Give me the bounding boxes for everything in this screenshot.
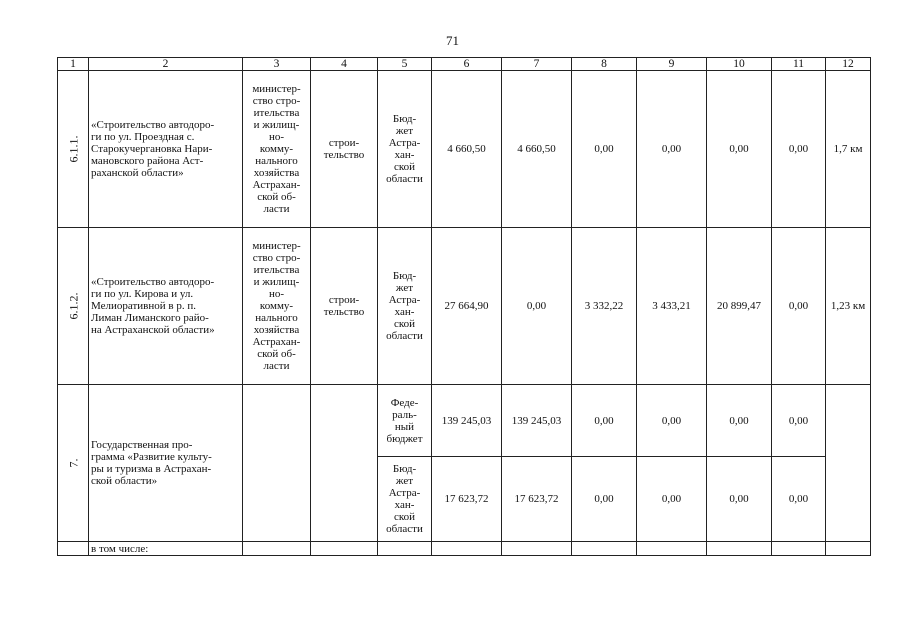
agency-line: но- bbox=[268, 288, 285, 300]
row-name-line: грамма «Развитие культу- bbox=[91, 451, 212, 463]
agency-line: комму- bbox=[259, 300, 294, 312]
empty-cell bbox=[572, 542, 637, 556]
empty-cell bbox=[637, 542, 707, 556]
value-cell: 0,00 bbox=[637, 71, 707, 228]
length-cell: 1,7 км bbox=[826, 71, 871, 228]
header-cell: 10 bbox=[707, 58, 772, 71]
row-code: 6.1.1. bbox=[66, 135, 80, 162]
agency-line: министер- bbox=[252, 83, 301, 95]
funding-source-line: хан- bbox=[394, 499, 415, 511]
work-type-cell bbox=[311, 71, 378, 228]
empty-cell bbox=[58, 542, 89, 556]
agency-line: комму- bbox=[259, 143, 294, 155]
funding-source-line: Бюд- bbox=[392, 463, 417, 475]
value-cell: 0,00 bbox=[772, 457, 826, 542]
row-name-line: Старокучергановка Нари- bbox=[91, 143, 213, 155]
header-row bbox=[58, 58, 871, 71]
work-type-line: тельство bbox=[323, 149, 365, 161]
including-label: в том числе: bbox=[89, 542, 243, 556]
row-name-line: ги по ул. Проездная с. bbox=[91, 131, 195, 143]
empty-cell bbox=[707, 542, 772, 556]
funding-source-line: Астра- bbox=[388, 137, 421, 149]
header-cell: 2 bbox=[89, 58, 243, 71]
value-cell: 3 332,22 bbox=[572, 228, 637, 385]
agency-line: хозяйства bbox=[253, 324, 300, 336]
value-cell: 0,00 bbox=[637, 457, 707, 542]
row-name-cell bbox=[89, 228, 243, 385]
header-cell: 12 bbox=[826, 58, 871, 71]
empty-cell bbox=[432, 542, 502, 556]
funding-source-line: ской bbox=[393, 511, 416, 523]
value-cell: 0,00 bbox=[502, 228, 572, 385]
page-number: 71 bbox=[446, 33, 459, 48]
row-name-line: «Строительство автодоро- bbox=[91, 276, 215, 288]
funding-source-line: Феде- bbox=[390, 396, 419, 409]
funding-source-cell bbox=[378, 71, 432, 228]
value-cell: 0,00 bbox=[707, 385, 772, 457]
row-code-cell bbox=[58, 71, 89, 228]
funding-source-line: ской bbox=[393, 161, 416, 173]
value-cell: 27 664,90 bbox=[432, 228, 502, 385]
value-cell: 0,00 bbox=[772, 228, 826, 385]
budget-table bbox=[57, 57, 871, 556]
funding-source-cell bbox=[378, 228, 432, 385]
table-row-including bbox=[58, 542, 871, 556]
value-cell: 0,00 bbox=[772, 71, 826, 228]
empty-cell bbox=[378, 542, 432, 556]
agency-cell bbox=[243, 71, 311, 228]
row-name-line: раханской области» bbox=[91, 167, 184, 179]
row-name-line: Государственная про- bbox=[91, 439, 193, 451]
work-type-line: строи- bbox=[328, 137, 360, 149]
row-code-cell bbox=[58, 385, 89, 542]
row-name-cell bbox=[89, 385, 243, 542]
header-cell: 8 bbox=[572, 58, 637, 71]
length-cell bbox=[826, 385, 871, 542]
empty-cell bbox=[502, 542, 572, 556]
empty-cell bbox=[311, 542, 378, 556]
value-cell: 4 660,50 bbox=[432, 71, 502, 228]
row-name-line: мановского района Аст- bbox=[91, 155, 204, 167]
agency-line: ительства bbox=[253, 264, 300, 276]
funding-source-cell bbox=[378, 385, 432, 457]
header-cell: 3 bbox=[243, 58, 311, 71]
agency-line: но- bbox=[268, 131, 285, 143]
funding-source-line: области bbox=[386, 330, 423, 342]
empty-cell bbox=[243, 542, 311, 556]
funding-source-line: области bbox=[386, 173, 423, 185]
header-cell: 9 bbox=[637, 58, 707, 71]
row-name-line: «Строительство автодоро- bbox=[91, 119, 215, 131]
row-name-line: ской области» bbox=[91, 475, 158, 487]
funding-source-line: хан- bbox=[394, 149, 415, 161]
header-cell: 6 bbox=[432, 58, 502, 71]
value-cell: 0,00 bbox=[572, 71, 637, 228]
empty-cell bbox=[826, 542, 871, 556]
funding-source-cell bbox=[378, 457, 432, 542]
work-type-cell bbox=[311, 228, 378, 385]
funding-source-line: хан- bbox=[394, 306, 415, 318]
funding-source-line: ской bbox=[393, 318, 416, 330]
length-cell: 1,23 км bbox=[826, 228, 871, 385]
work-type-line: тельство bbox=[323, 306, 365, 318]
row-name-line: Лиман Лиманского райо- bbox=[91, 312, 209, 324]
agency-line: и жилищ- bbox=[253, 119, 300, 131]
agency-cell bbox=[243, 385, 311, 542]
agency-line: ской об- bbox=[257, 348, 296, 360]
agency-line: Астрахан- bbox=[252, 179, 301, 191]
agency-line: министер- bbox=[252, 240, 301, 252]
table-row-7-federal bbox=[58, 385, 871, 457]
agency-line: ласти bbox=[263, 203, 290, 215]
funding-source-line: области bbox=[386, 523, 423, 535]
header-cell: 1 bbox=[58, 58, 89, 71]
funding-source-line: Бюд- bbox=[392, 113, 417, 125]
row-name-line: ры и туризма в Астрахан- bbox=[91, 463, 212, 475]
agency-line: ительства bbox=[253, 107, 300, 119]
value-cell: 17 623,72 bbox=[432, 457, 502, 542]
agency-line: хозяйства bbox=[253, 167, 300, 179]
value-cell: 17 623,72 bbox=[502, 457, 572, 542]
value-cell: 3 433,21 bbox=[637, 228, 707, 385]
value-cell: 0,00 bbox=[572, 457, 637, 542]
funding-source-line: раль- bbox=[392, 408, 417, 421]
header-cell: 4 bbox=[311, 58, 378, 71]
work-type-cell bbox=[311, 385, 378, 542]
funding-source-line: Астра- bbox=[388, 487, 421, 499]
row-code: 6.1.2. bbox=[66, 292, 80, 319]
agency-line: ласти bbox=[263, 360, 290, 372]
row-name-line: ги по ул. Кирова и ул. bbox=[91, 288, 194, 300]
value-cell: 4 660,50 bbox=[502, 71, 572, 228]
table-row-6-1-2 bbox=[58, 228, 871, 385]
value-cell: 0,00 bbox=[637, 385, 707, 457]
agency-line: нального bbox=[255, 312, 298, 324]
row-name-line: на Астраханской области» bbox=[91, 324, 215, 336]
value-cell: 139 245,03 bbox=[502, 385, 572, 457]
agency-line: ской об- bbox=[257, 191, 296, 203]
header-cell: 5 bbox=[378, 58, 432, 71]
funding-source-line: жет bbox=[395, 475, 414, 487]
funding-source-line: Бюд- bbox=[392, 270, 417, 282]
funding-source-line: бюджет bbox=[386, 432, 423, 445]
agency-line: нального bbox=[255, 155, 298, 167]
value-cell: 139 245,03 bbox=[432, 385, 502, 457]
agency-line: и жилищ- bbox=[253, 276, 300, 288]
row-name-line: Мелиоративной в р. п. bbox=[91, 300, 196, 312]
agency-line: Астрахан- bbox=[252, 336, 301, 348]
funding-source-line: Астра- bbox=[388, 294, 421, 306]
value-cell: 0,00 bbox=[772, 385, 826, 457]
agency-line: ство стро- bbox=[252, 95, 301, 107]
value-cell: 0,00 bbox=[707, 71, 772, 228]
row-code: 7. bbox=[66, 458, 80, 467]
value-cell: 0,00 bbox=[707, 457, 772, 542]
agency-line: ство стро- bbox=[252, 252, 301, 264]
header-cell: 11 bbox=[772, 58, 826, 71]
table-row-6-1-1 bbox=[58, 71, 871, 228]
work-type-line: строи- bbox=[328, 294, 360, 306]
value-cell: 20 899,47 bbox=[707, 228, 772, 385]
header-cell: 7 bbox=[502, 58, 572, 71]
row-name-cell bbox=[89, 71, 243, 228]
value-cell: 0,00 bbox=[572, 385, 637, 457]
funding-source-line: жет bbox=[395, 125, 414, 137]
agency-cell bbox=[243, 228, 311, 385]
empty-cell bbox=[772, 542, 826, 556]
funding-source-line: ный bbox=[394, 420, 415, 433]
funding-source-line: жет bbox=[395, 282, 414, 294]
row-code-cell bbox=[58, 228, 89, 385]
